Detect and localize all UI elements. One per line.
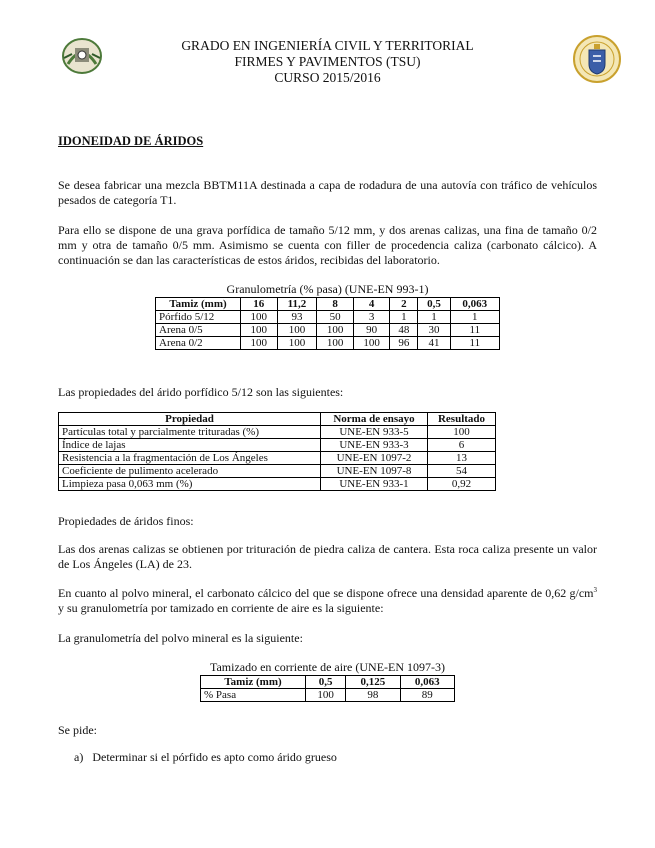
table-cell: 3 bbox=[353, 311, 390, 324]
table-row bbox=[201, 689, 455, 702]
table-cell: 50 bbox=[317, 311, 354, 324]
section-title: IDONEIDAD DE ÁRIDOS bbox=[58, 134, 204, 148]
column-header: 2 bbox=[390, 298, 418, 311]
table-cell: 6 bbox=[428, 439, 496, 452]
table-cell: 1 bbox=[418, 311, 450, 324]
table-cell: 100 bbox=[241, 311, 278, 324]
granulometry-caption: Granulometría (% pasa) (UNE-EN 993-1) bbox=[226, 282, 429, 296]
fines-p2-text: En cuanto al polvo mineral, el carbonato cálcico del que se dispone ofrece una densidad aparente de 0,62 g/cm bbox=[58, 586, 594, 600]
superscript-exponent: 3 bbox=[593, 586, 597, 594]
table-header-row bbox=[156, 298, 500, 311]
header-course: FIRMES Y PAVIMENTOS (TSU) bbox=[234, 54, 421, 69]
table-cell: 100 bbox=[277, 324, 317, 337]
table-cell: 41 bbox=[418, 337, 450, 350]
table-cell: 100 bbox=[353, 337, 390, 350]
column-header: 0,125 bbox=[346, 676, 400, 689]
table-cell: 1 bbox=[450, 311, 499, 324]
question-item bbox=[74, 750, 613, 765]
table-cell: UNE-EN 1097-2 bbox=[321, 452, 428, 465]
document-header bbox=[0, 38, 655, 86]
column-header: Resultado bbox=[428, 413, 496, 426]
table-header-row bbox=[201, 676, 455, 689]
table-row bbox=[156, 311, 500, 324]
porphyry-intro: Las propiedades del árido porfídico 5/12 son las siguientes: bbox=[58, 385, 344, 399]
column-header: 0,063 bbox=[450, 298, 499, 311]
header-degree: GRADO EN INGENIERÍA CIVIL Y TERRITORIAL bbox=[181, 38, 474, 53]
question-marker: a) bbox=[74, 750, 84, 764]
table-cell: 54 bbox=[428, 465, 496, 478]
questions-heading: Se pide: bbox=[58, 723, 97, 737]
table-cell: 89 bbox=[400, 689, 454, 702]
granulometry-table bbox=[155, 297, 500, 350]
column-header: 16 bbox=[241, 298, 278, 311]
fines-paragraph-3: La granulometría del polvo mineral es la siguiente: bbox=[58, 631, 303, 645]
porphyry-properties-table bbox=[58, 412, 496, 491]
column-header: 0,5 bbox=[418, 298, 450, 311]
table-cell: 100 bbox=[241, 337, 278, 350]
fines-heading: Propiedades de áridos finos: bbox=[58, 514, 194, 528]
table-cell: 13 bbox=[428, 452, 496, 465]
fines-paragraph-2 bbox=[58, 586, 597, 616]
column-header: Tamiz (mm) bbox=[156, 298, 241, 311]
table-row bbox=[59, 439, 496, 452]
school-crest-icon bbox=[572, 34, 622, 84]
table-cell: Partículas total y parcialmente trituradas (%) bbox=[59, 426, 321, 439]
table-row bbox=[156, 324, 500, 337]
fines-paragraph-1: Las dos arenas calizas se obtienen por trituración de piedra caliza de cantera. Esta roca caliza presente un valor de Los Ángeles (LA) de 23. bbox=[58, 542, 597, 571]
column-header: Norma de ensayo bbox=[321, 413, 428, 426]
table-cell: 48 bbox=[390, 324, 418, 337]
table-cell: 93 bbox=[277, 311, 317, 324]
table-cell: Arena 0/2 bbox=[156, 337, 241, 350]
table-cell: UNE-EN 1097-8 bbox=[321, 465, 428, 478]
question-text: Determinar si el pórfido es apto como árido grueso bbox=[92, 750, 337, 764]
table-cell: 98 bbox=[346, 689, 400, 702]
table-cell: Coeficiente de pulimento acelerado bbox=[59, 465, 321, 478]
table-cell: UNE-EN 933-5 bbox=[321, 426, 428, 439]
table-cell: Índice de lajas bbox=[59, 439, 321, 452]
intro-paragraph-1: Se desea fabricar una mezcla BBTM11A destinada a capa de rodadura de una autovía con tráfico de vehículos pesados de categoría T1. bbox=[58, 178, 597, 207]
column-header: 4 bbox=[353, 298, 390, 311]
table-cell: 100 bbox=[306, 689, 346, 702]
table-cell: UNE-EN 933-1 bbox=[321, 478, 428, 491]
table-cell: Resistencia a la fragmentación de Los Ángeles bbox=[59, 452, 321, 465]
table-row bbox=[59, 465, 496, 478]
table-cell: 100 bbox=[428, 426, 496, 439]
air-sieve-table bbox=[200, 675, 455, 702]
table-cell: Pórfido 5/12 bbox=[156, 311, 241, 324]
header-year: CURSO 2015/2016 bbox=[274, 70, 381, 85]
table-cell: 1 bbox=[390, 311, 418, 324]
table-cell: 100 bbox=[241, 324, 278, 337]
intro-paragraph-2: Para ello se dispone de una grava porfídica de tamaño 5/12 mm, y dos arenas calizas, una fina de tamaño 0/2 mm y otra de tamaño 0/5 mm. Asimismo se cuenta con filler de procedencia caliza (carbonato cálcico). A continuación se dan las características de estos áridos, recibidas del laboratorio. bbox=[58, 223, 597, 267]
table-row bbox=[156, 337, 500, 350]
table-cell: 100 bbox=[317, 337, 354, 350]
column-header: 0,5 bbox=[306, 676, 346, 689]
table-cell: 11 bbox=[450, 324, 499, 337]
fines-p2-text-end: y su granulometría por tamizado en corriente de aire es la siguiente: bbox=[58, 601, 384, 615]
table-cell: 90 bbox=[353, 324, 390, 337]
table-cell: Limpieza pasa 0,063 mm (%) bbox=[59, 478, 321, 491]
table-cell: 100 bbox=[277, 337, 317, 350]
table-cell: UNE-EN 933-3 bbox=[321, 439, 428, 452]
column-header: Propiedad bbox=[59, 413, 321, 426]
column-header: 0,063 bbox=[400, 676, 454, 689]
column-header: 11,2 bbox=[277, 298, 317, 311]
table-cell: Arena 0/5 bbox=[156, 324, 241, 337]
table-cell: 96 bbox=[390, 337, 418, 350]
table-row bbox=[59, 426, 496, 439]
table-cell: 0,92 bbox=[428, 478, 496, 491]
column-header: Tamiz (mm) bbox=[201, 676, 306, 689]
table-cell: % Pasa bbox=[201, 689, 306, 702]
table-cell: 11 bbox=[450, 337, 499, 350]
table-cell: 100 bbox=[317, 324, 354, 337]
column-header: 8 bbox=[317, 298, 354, 311]
table-row bbox=[59, 478, 496, 491]
table-header-row bbox=[59, 413, 496, 426]
air-sieve-caption: Tamizado en corriente de aire (UNE-EN 1097-3) bbox=[209, 660, 446, 674]
table-cell: 30 bbox=[418, 324, 450, 337]
table-row bbox=[59, 452, 496, 465]
